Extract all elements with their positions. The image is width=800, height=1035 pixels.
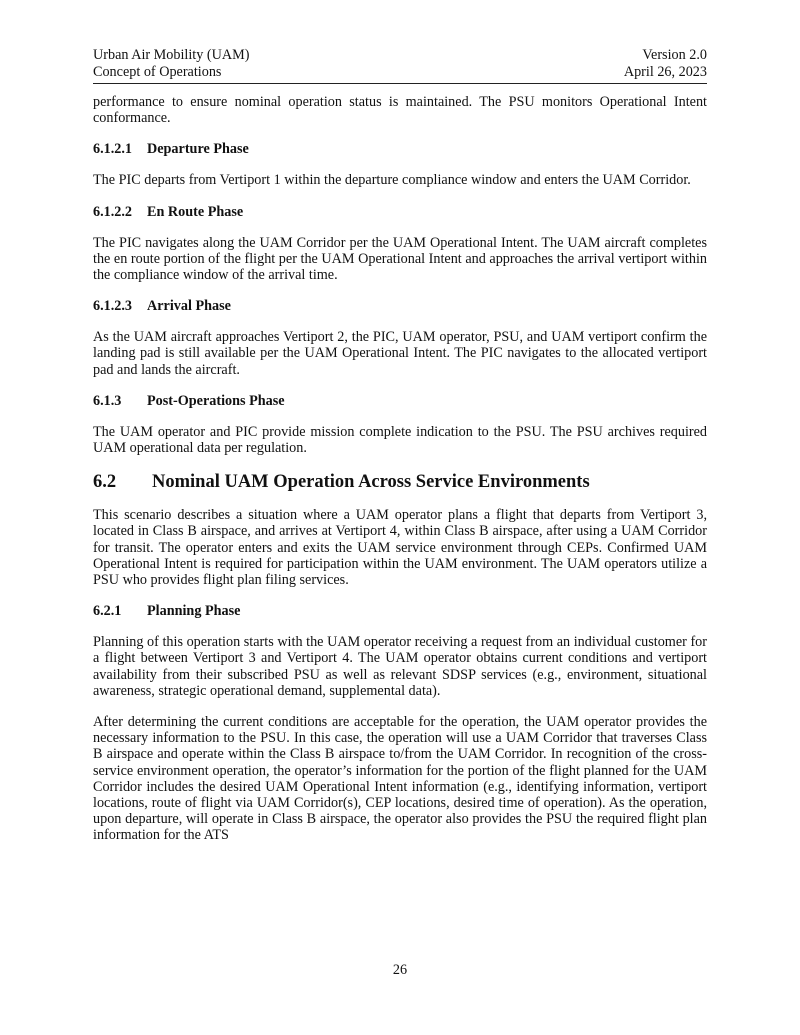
heading-title: Post-Operations Phase: [147, 392, 285, 409]
paragraph-scenario: This scenario describes a situation where a UAM operator plans a flight that departs from Vertiport 3, located in Class B airspace, and arrives at Vertiport 4, within Class B airspace, after using a UAM Corridor for transit. The operator enters and exits the UAM service environment through CEPs. Confirmed UAM Operational Intent is required for participation within the UAM environment. The UAM operators utilize a PSU who provides flight plan filing services.: [93, 507, 707, 589]
header-left: [93, 47, 249, 81]
heading-number: 6.1.2.2: [93, 203, 133, 220]
heading-6-1-2-1: [93, 141, 707, 158]
page-number: 26: [392, 962, 408, 978]
paragraph-intro: performance to ensure nominal operation status is maintained. The PSU monitors Operational Intent conformance.: [93, 94, 707, 127]
header-doc-subtitle: Concept of Operations: [93, 64, 222, 80]
paragraph-departure: The PIC departs from Vertiport 1 within the departure compliance window and enters the UAM Corridor.: [93, 172, 691, 189]
heading-6-1-3: [93, 393, 707, 410]
paragraph-planning-1: Planning of this operation starts with the UAM operator receiving a request from an individual customer for a flight between Vertiport 3 and Vertiport 4. The UAM operator obtains current conditions and vertiport availability from their subscribed PSU as well as relevant SDSP services (e.g., environment, situational awareness, strategic operational demand, supplemental data).: [93, 634, 707, 699]
heading-6-1-2-2: [93, 204, 707, 221]
heading-title: Nominal UAM Operation Across Service Environments: [152, 472, 590, 493]
paragraph-post-operations: The UAM operator and PIC provide mission complete indication to the PSU. The PSU archives required UAM operational data per regulation.: [93, 423, 707, 457]
page-header: [93, 47, 707, 84]
heading-number: 6.1.3: [93, 392, 122, 409]
heading-6-2-1: [93, 603, 707, 620]
paragraph-planning-2: After determining the current conditions are acceptable for the operation, the UAM operator provides the necessary information to the PSU. In this case, the operation will use a UAM Corridor that traverses Class B airspace and operate within the Class B airspace to/from the UAM Corridor. In recognition of the cross-service environment operation, the operator’s information for the portion of the flight planned for the UAM Corridor includes the desired UAM Operational Intent information (e.g., identifying information, vertiport locations, route of flight via UAM Corridor(s), CEP locations, desired time of operation). As the operation, upon departure, will operate in Class B airspace, the operator also provides the PSU the required flight plan information for the ATS: [93, 714, 707, 844]
heading-title: En Route Phase: [147, 203, 244, 220]
header-doc-title: Urban Air Mobility (UAM): [93, 47, 250, 63]
heading-title: Departure Phase: [147, 141, 249, 158]
header-date: April 26, 2023: [623, 64, 707, 80]
heading-title: Arrival Phase: [147, 298, 231, 315]
paragraph-arrival: As the UAM aircraft approaches Vertiport 2, the PIC, UAM operator, PSU, and UAM vertiport confirm the landing pad is still available per the UAM Operational Intent. The PIC navigates to the allocated vertiport pad and lands the aircraft.: [93, 329, 707, 378]
heading-number: 6.1.2.1: [93, 141, 133, 158]
heading-6-2: [93, 471, 707, 493]
heading-number: 6.2: [93, 472, 117, 493]
page-body: [93, 94, 707, 844]
header-right: [624, 47, 707, 81]
heading-title: Planning Phase: [147, 603, 241, 620]
heading-6-1-2-3: [93, 298, 707, 315]
header-version: Version 2.0: [642, 47, 707, 63]
heading-number: 6.2.1: [93, 603, 122, 620]
heading-number: 6.1.2.3: [93, 298, 133, 315]
paragraph-en-route: The PIC navigates along the UAM Corridor per the UAM Operational Intent. The UAM aircraft completes the en route portion of the flight per the UAM Operational Intent and approaches the arrival vertiport within the compliance window of the arrival time.: [93, 234, 707, 284]
document-page: [93, 47, 707, 844]
